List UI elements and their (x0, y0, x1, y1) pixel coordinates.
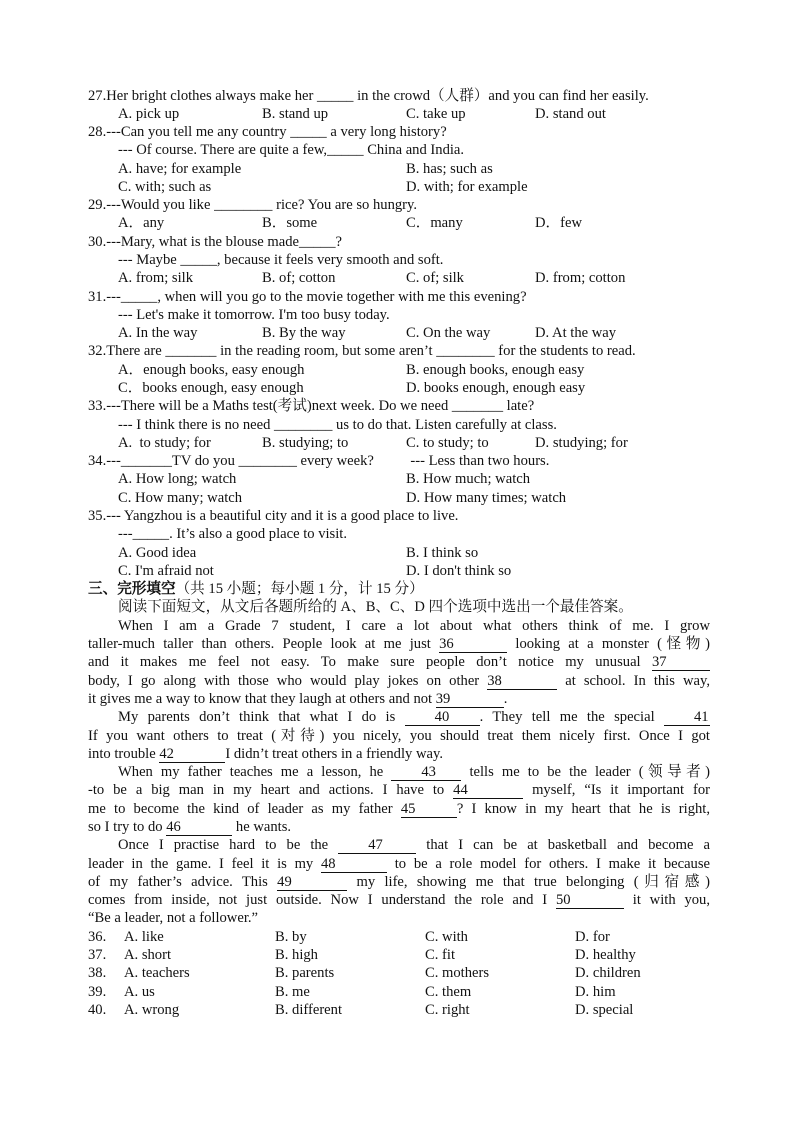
question-30-reply: --- Maybe _____, because it feels very smooth and soft. (118, 252, 444, 268)
passage-text: it gives me a way to know that they laugh at others and not (88, 691, 433, 707)
blank-44[interactable]: 44 (453, 783, 523, 799)
passage-line (88, 855, 710, 873)
option-d: D. studying; for (535, 435, 628, 451)
option-b: B. How much; watch (406, 471, 531, 487)
option-b: B. stand up (262, 106, 329, 122)
option-b: B. I think so (406, 545, 479, 561)
passage-text: Once I practise hard to be the (118, 837, 329, 853)
passage-line (88, 672, 710, 690)
option-c: C. right (425, 1002, 470, 1018)
option-d: D. healthy (575, 947, 636, 963)
passage-text: looking at a monster (怪物) (515, 636, 711, 652)
cloze-number: 40. (88, 1002, 107, 1018)
passage-text: leader in the game. I feel it is my (88, 856, 314, 872)
blank-48[interactable]: 48 (321, 857, 387, 873)
option-a: A. to study; for (118, 435, 211, 451)
passage-line (88, 745, 710, 763)
option-a: A. like (124, 929, 164, 945)
option-d: D. At the way (535, 325, 617, 341)
option-b: B. high (275, 947, 318, 963)
option-b: B. By the way (262, 325, 346, 341)
blank-37[interactable]: 37 (652, 655, 710, 671)
option-d: D. for (575, 929, 610, 945)
passage-text: When I am a Grade 7 student, I care a lot about what others think of me. I grow (118, 618, 710, 634)
option-c: C．many (406, 215, 463, 231)
option-c: C. of; silk (406, 270, 464, 286)
option-b: B. parents (275, 965, 335, 981)
question-number: 32. (88, 343, 107, 359)
option-a: A. Good idea (118, 545, 197, 561)
option-d: D. him (575, 984, 616, 1000)
option-c: C. fit (425, 947, 455, 963)
blank-41[interactable]: 41 (664, 710, 710, 726)
question-number: 35. (88, 508, 107, 524)
option-d: D. special (575, 1002, 634, 1018)
option-b: B. enough books, enough easy (406, 362, 585, 378)
passage-line (88, 763, 710, 781)
section-title: 三、完形填空 (88, 581, 176, 597)
passage-line (88, 708, 710, 726)
question-34 (88, 452, 549, 470)
question-stem: Her bright clothes always make her _____ in the crowd（人群）and you can find her easily. (106, 88, 649, 104)
option-b: B．some (262, 215, 318, 231)
passage-line (88, 617, 710, 635)
passage-line (88, 836, 710, 854)
passage-line (88, 727, 710, 745)
option-c: C. How many; watch (118, 490, 243, 506)
blank-36[interactable]: 36 (439, 637, 507, 653)
passage-text: into trouble (88, 746, 156, 762)
passage-line (88, 818, 710, 836)
section-heading (88, 580, 424, 598)
question-number: 33. (88, 398, 107, 414)
question-stem: There are _______ in the reading room, but some aren’t ________ for the students to read. (106, 343, 636, 359)
question-number: 27. (88, 88, 107, 104)
question-stem: --- Yangzhou is a beautiful city and it is a good place to live. (106, 508, 459, 524)
passage-text: body, I go along with those who would play jokes on other (88, 673, 480, 689)
passage-text: tells me to be the leader (领导者) (469, 764, 710, 780)
option-c: C. with (425, 929, 468, 945)
cloze-number: 36. (88, 929, 107, 945)
option-a: A. from; silk (118, 270, 193, 286)
option-b: B. has; such as (406, 161, 493, 177)
passage-line (88, 653, 710, 671)
option-a: A．enough books, easy enough (118, 362, 305, 378)
passage-text: myself, “Is it important for (532, 782, 710, 798)
blank-47[interactable]: 47 (338, 838, 416, 854)
blank-38[interactable]: 38 (487, 674, 557, 690)
option-a: A. How long; watch (118, 471, 237, 487)
passage-text: to be a role model for others. I make it because (394, 856, 711, 872)
option-d: D. children (575, 965, 641, 981)
question-number: 28. (88, 124, 107, 140)
passage-text: If you want others to treat (对待) you nicely, you should treat them nicely first. Once I got (88, 728, 710, 744)
question-number: 31. (88, 289, 107, 305)
blank-40[interactable]: 40 (405, 710, 480, 726)
option-a: A. pick up (118, 106, 180, 122)
option-a: A．any (118, 215, 165, 231)
passage-text: of my father’s advice. This (88, 874, 268, 890)
option-a: A. wrong (124, 1002, 180, 1018)
question-28-reply: --- Of course. There are quite a few,_____ China and India. (118, 142, 465, 158)
passage-text: . They tell me the special (479, 709, 655, 725)
option-d: D．few (535, 215, 583, 231)
question-stem: ---Would you like ________ rice? You are so hungry. (106, 197, 418, 213)
passage-text: taller-much taller than others. People look at me just (88, 636, 431, 652)
option-d: D. How many times; watch (406, 490, 567, 506)
question-29 (88, 196, 417, 214)
option-c: C. On the way (406, 325, 491, 341)
passage-text: My parents don’t think that what I do is (118, 709, 396, 725)
passage-line (88, 781, 710, 799)
question-35 (88, 507, 458, 525)
cloze-number: 37. (88, 947, 107, 963)
question-stem: ---_____, when will you go to the movie together with me this evening? (106, 289, 527, 305)
option-c: C. with; such as (118, 179, 212, 195)
passage-text: -to be a big man in my heart and actions. I have to (88, 782, 445, 798)
option-c: C. I'm afraid not (118, 563, 214, 579)
passage-line (88, 873, 710, 891)
option-c: C. mothers (425, 965, 490, 981)
question-33-reply: --- I think there is no need ________ us to do that. Listen carefully at class. (118, 417, 557, 433)
question-33 (88, 397, 534, 415)
passage-text: “Be a leader, not a follower.” (88, 910, 259, 926)
section-instruction: 阅读下面短文，从文后各题所给的 A、B、C、D 四个选项中选出一个最佳答案。 (118, 599, 633, 615)
passage-text: my life, showing me that true belonging (归宿感) (356, 874, 710, 890)
option-b: B. of; cotton (262, 270, 336, 286)
question-35-reply: ---_____. It’s also a good place to visit. (118, 526, 347, 542)
question-number: 29. (88, 197, 107, 213)
passage-text: at school. In this way, (565, 673, 710, 689)
question-stem: ---Can you tell me any country _____ a very long history? (106, 124, 447, 140)
passage-text: he wants. (235, 819, 292, 835)
question-28 (88, 123, 447, 141)
cloze-number: 38. (88, 965, 107, 981)
passage-text: comes from inside, not just outside. Now I understand the role and I (88, 892, 548, 908)
question-stem: ---Mary, what is the blouse made_____? (106, 234, 342, 250)
passage-text: . (503, 691, 508, 707)
option-d: D. I don't think so (406, 563, 512, 579)
question-31 (88, 288, 527, 306)
question-27 (88, 87, 649, 105)
option-c: C. them (425, 984, 472, 1000)
cloze-number: 39. (88, 984, 107, 1000)
option-c: C．books enough, easy enough (118, 380, 304, 396)
passage-text: it with you, (632, 892, 710, 908)
blank-50[interactable]: 50 (556, 893, 624, 909)
passage-text: ? I know in my heart that he is right, (456, 801, 710, 817)
question-number: 34. (88, 453, 107, 469)
option-a: A. In the way (118, 325, 198, 341)
blank-39[interactable]: 39 (436, 692, 504, 708)
passage-line (88, 891, 710, 909)
option-a: A. short (124, 947, 172, 963)
option-a: A. us (124, 984, 155, 1000)
option-a: A. teachers (124, 965, 190, 981)
passage-text: me to become the kind of leader as my father (88, 801, 393, 817)
option-b: B. by (275, 929, 307, 945)
passage-text: so I try to do (88, 819, 163, 835)
passage-line (88, 635, 710, 653)
blank-43[interactable]: 43 (391, 765, 461, 781)
option-c: C. take up (406, 106, 466, 122)
option-d: D. books enough, enough easy (406, 380, 586, 396)
question-stem: ---There will be a Maths test(考试)next week. Do we need _______ late? (106, 398, 535, 414)
passage-text: and it makes me feel not easy. To make sure people don’t notice my unusual (88, 654, 641, 670)
passage-line (88, 909, 710, 927)
section-note: （共 15 小题；每小题 1 分，计 15 分） (175, 581, 424, 597)
blank-49[interactable]: 49 (277, 875, 347, 891)
blank-45[interactable]: 45 (401, 802, 457, 818)
passage-line (88, 800, 710, 818)
option-b: B. different (275, 1002, 343, 1018)
passage-line (88, 690, 710, 708)
question-32 (88, 342, 636, 360)
option-d: D. from; cotton (535, 270, 626, 286)
blank-46[interactable]: 46 (166, 820, 232, 836)
option-b: B. studying; to (262, 435, 349, 451)
question-30 (88, 233, 342, 251)
question-number: 30. (88, 234, 107, 250)
option-d: D. stand out (535, 106, 606, 122)
blank-42[interactable]: 42 (159, 747, 225, 763)
passage-text: that I can be at basketball and become a (426, 837, 710, 853)
question-31-reply: --- Let's make it tomorrow. I'm too busy today. (118, 307, 390, 323)
option-b: B. me (275, 984, 310, 1000)
passage-text: When my father teaches me a lesson, he (118, 764, 384, 780)
option-d: D. with; for example (406, 179, 528, 195)
option-a: A. have; for example (118, 161, 242, 177)
question-stem: ---_______TV do you ________ every week? --- Less than two hours. (106, 453, 550, 469)
passage-text: I didn’t treat others in a friendly way. (225, 746, 443, 762)
option-c: C. to study; to (406, 435, 489, 451)
